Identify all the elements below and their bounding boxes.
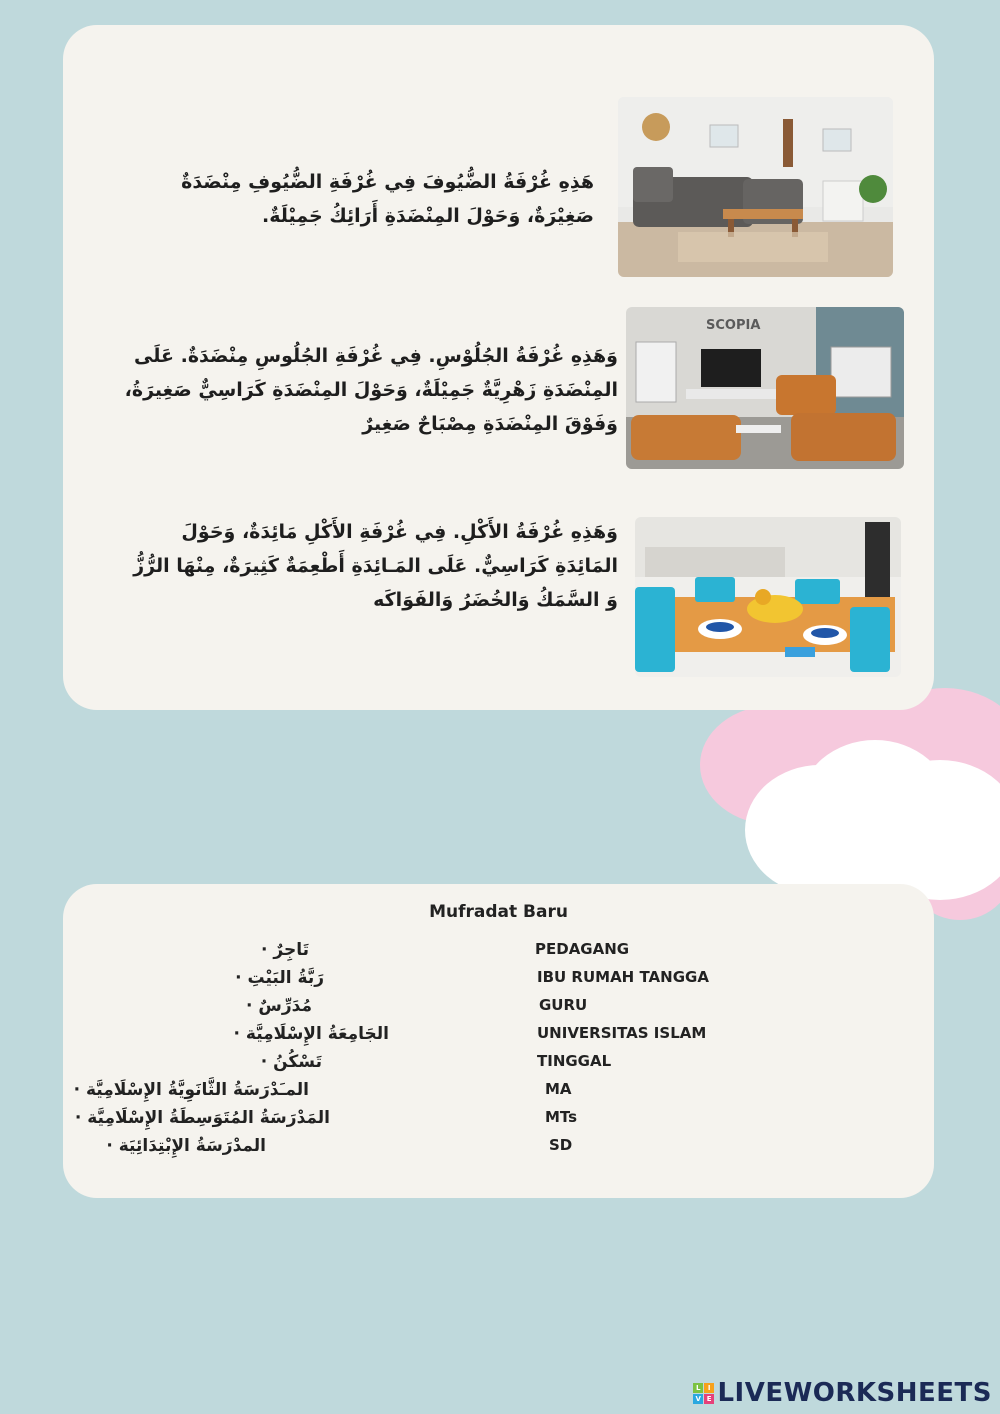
guest-room-photo xyxy=(618,97,893,277)
vocab-meaning: GURU xyxy=(539,996,588,1014)
vocab-row xyxy=(63,968,934,996)
vocab-row xyxy=(63,1024,934,1052)
paragraph-line: وَهَذِهِ غُرْفَةُ الجُلُوْسِ. فِي غُرْفَةِ الجُلُوسِ مِنْضَدَةٌ. عَلَى xyxy=(134,345,618,367)
paragraph-line: المِنْضَدَةِ زَهْرِيَّةٌ جَمِيْلَةٌ، وَحَوْلَ المِنْضَدَةِ كَرَاسِيٌّ صَغِيرَةُ، xyxy=(124,379,618,401)
logo-grid-letter: E xyxy=(704,1394,714,1404)
vocab-meaning: UNIVERSITAS ISLAM xyxy=(537,1024,707,1042)
brand-text: LIVEWORKSHEETS xyxy=(717,1378,992,1408)
vocab-row xyxy=(63,1080,934,1108)
logo-grid-icon xyxy=(693,1383,714,1404)
vocab-arabic: مُدَرِّسٌ · xyxy=(246,996,312,1016)
vocab-row xyxy=(63,940,934,968)
sitting-room-photo xyxy=(626,307,904,469)
paragraph-dining-room xyxy=(58,515,618,617)
paragraph-line: وَفَوْقَ المِنْضَدَةِ مِصْبَاحٌ صَغِيرٌ xyxy=(362,413,618,435)
vocabulary-title: Mufradat Baru xyxy=(429,902,568,922)
vocab-arabic: المدْرَسَةُ الإِبْتِدَائِيَة · xyxy=(106,1136,266,1156)
liveworksheets-logo xyxy=(693,1378,992,1408)
scopia-sign: SCOPIA xyxy=(706,318,761,333)
vocab-meaning: IBU RUMAH TANGGA xyxy=(537,968,709,986)
vocab-row xyxy=(63,1136,934,1164)
paragraph-guest-room xyxy=(74,165,594,233)
paragraph-line: هَذِهِ غُرْفَةُ الضُّيُوفَ فِي غُرْفَةِ الضُّيُوفِ مِنْضَدَةٌ xyxy=(181,171,594,193)
vocab-arabic: الجَامِعَةُ الإِسْلَامِيَّة · xyxy=(233,1024,389,1044)
vocab-arabic: المـَدْرَسَةُ الثَّانَوِيَّةُ الإِسْلَامِيَّة · xyxy=(73,1080,309,1100)
vocab-meaning: SD xyxy=(549,1136,573,1154)
vocab-meaning: PEDAGANG xyxy=(535,940,630,958)
vocab-row xyxy=(63,1052,934,1080)
vocabulary-card xyxy=(63,884,934,1198)
paragraph-sitting-room xyxy=(58,339,618,441)
paragraph-line: المَائِدَةِ كَرَاسِيٌّ. عَلَى المَـائِدَةِ أَطْعِمَةٌ كَثِيرَةٌ، مِنْهَا الرُّزُّ xyxy=(133,555,618,577)
dining-room-photo xyxy=(635,517,901,677)
vocab-arabic: تَسْكُنُ · xyxy=(260,1052,322,1072)
vocab-arabic: تَاجِرٌ · xyxy=(261,940,309,960)
vocab-meaning: MA xyxy=(545,1080,572,1098)
vocab-arabic: رَبَّةُ البَيْتِ · xyxy=(235,968,324,988)
logo-grid-letter: V xyxy=(693,1394,703,1404)
vocab-row xyxy=(63,1108,934,1136)
logo-grid-letter: L xyxy=(693,1383,703,1393)
paragraph-line: وَهَذِهِ غُرْفَةُ الأَكْلِ. فِي غُرْفَةِ الأَكْلِ مَائِدَةٌ، وَحَوْلَ xyxy=(181,521,618,543)
vocab-arabic: المَدْرَسَةُ المُتَوَسِطَةُ الإِسْلَامِيَّة · xyxy=(74,1108,330,1128)
vocab-meaning: TINGGAL xyxy=(537,1052,612,1070)
logo-grid-letter: I xyxy=(704,1383,714,1393)
vocab-meaning: MTs xyxy=(545,1108,578,1126)
reading-card xyxy=(63,25,934,710)
vocab-row xyxy=(63,996,934,1024)
paragraph-line: وَ السَّمَكُ وَالخُضَرُ وَالفَوَاكَه xyxy=(373,589,618,611)
paragraph-line: صَغِيْرَةٌ، وَحَوْلَ المِنْضَدَةِ أَرَائِكُ جَمِيْلَةٌ. xyxy=(262,205,594,227)
